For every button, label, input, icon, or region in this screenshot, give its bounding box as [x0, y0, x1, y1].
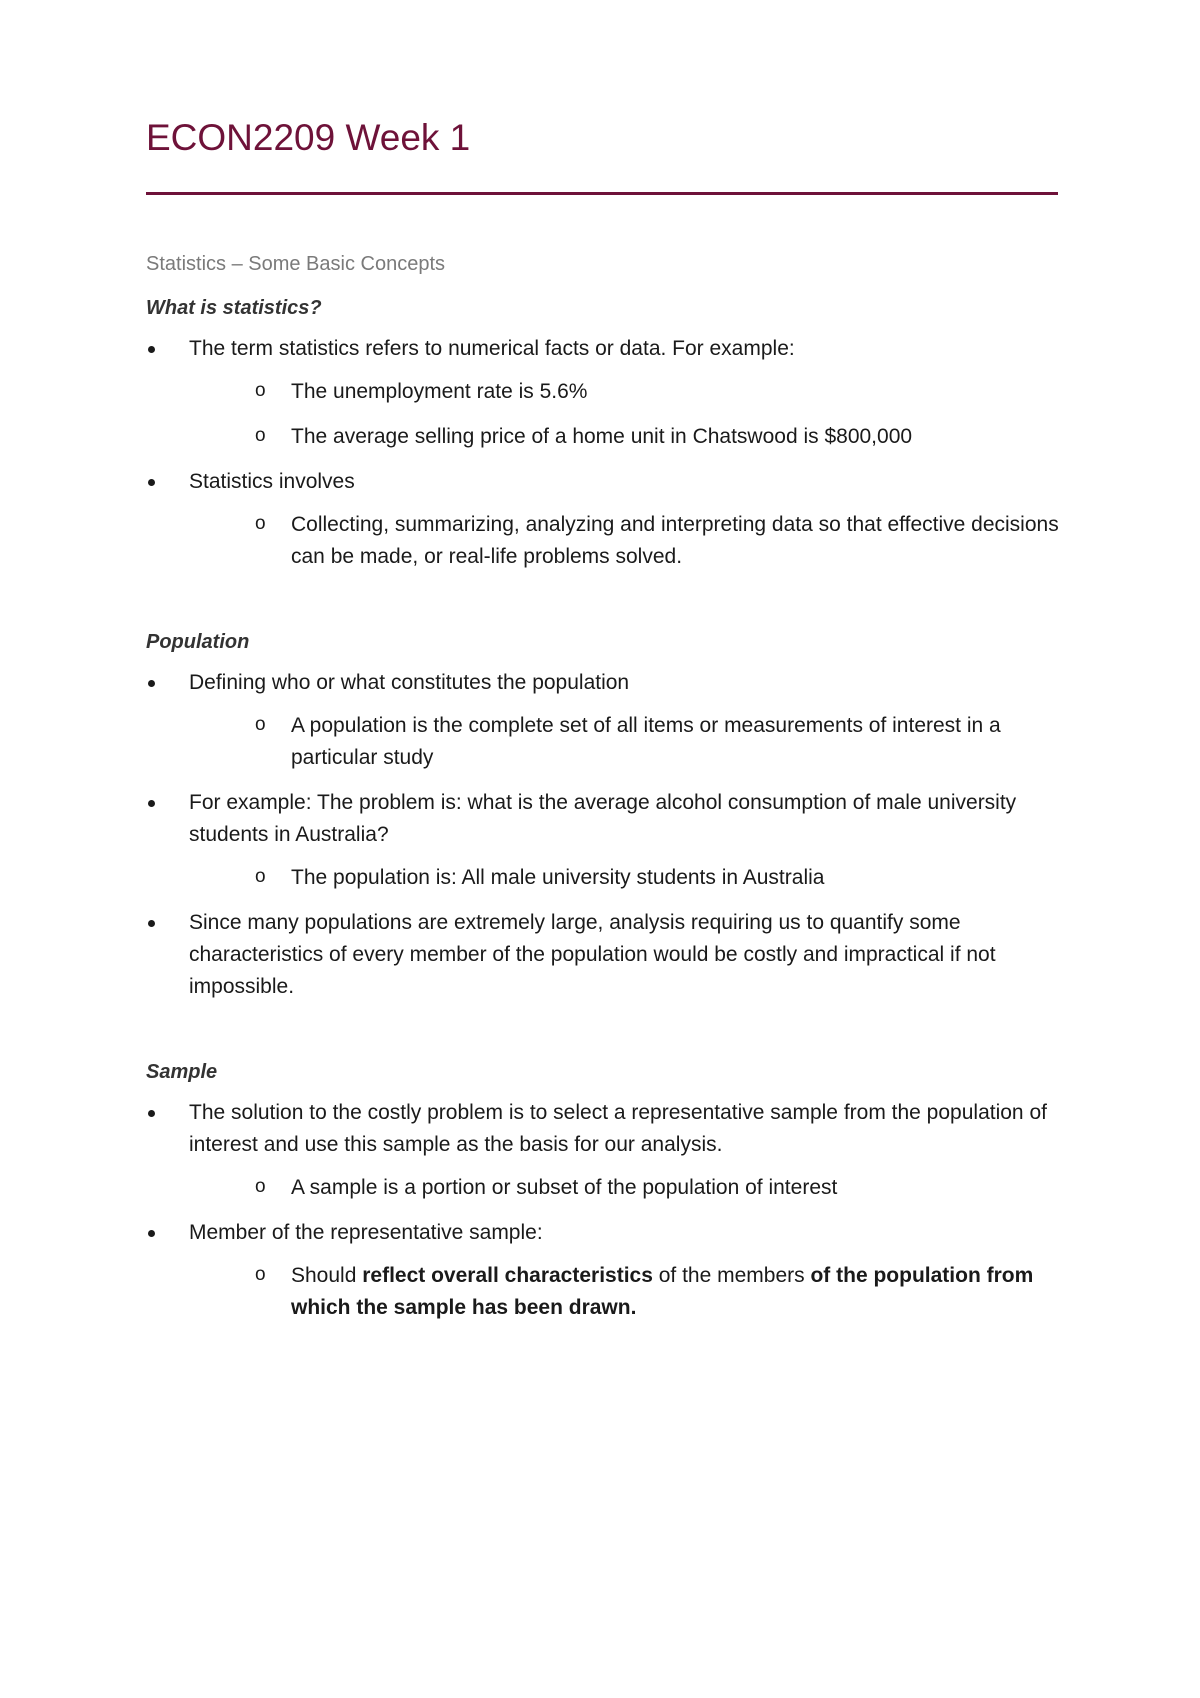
- heading-population: Population: [146, 631, 250, 653]
- sub-list-item: o The population is: All male university students in Australia: [146, 862, 1061, 894]
- sub-list-item: o A population is the complete set of all items or measurements of interest in a particular study: [146, 710, 1061, 774]
- list-item: The solution to the costly problem is to select a representative sample from the population of interest and use this sample as the basis for our analysis. o A sample is a portion or subset of the population of interest: [146, 1097, 1061, 1204]
- sub-list-item: o The average selling price of a home unit in Chatswood is $800,000: [146, 421, 1061, 453]
- title-underline: [146, 192, 1058, 195]
- heading-what-is-statistics: What is statistics?: [146, 297, 322, 319]
- document-body: [146, 248, 1061, 1337]
- heading-sample: Sample: [146, 1061, 218, 1083]
- bullet-list: [146, 1097, 1061, 1324]
- document-title: ECON2209 Week 1: [146, 117, 471, 158]
- sub-list-item: o The unemployment rate is 5.6%: [146, 376, 1061, 408]
- list-item: The term statistics refers to numerical facts or data. For example: o The unemployment rate is 5.6% o The average selling price of a home unit in Chatswood is $800,000: [146, 333, 1061, 453]
- sub-list-item: o A sample is a portion or subset of the population of interest: [146, 1172, 1061, 1204]
- section-subtitle: Statistics – Some Basic Concepts: [146, 253, 446, 275]
- list-item: Defining who or what constitutes the population o A population is the complete set of all items or measurements of interest in a particular study: [146, 667, 1061, 774]
- sub-list-item: o Should reflect overall characteristics of the members of the population from which the sample has been drawn.: [146, 1260, 1061, 1324]
- list-item: For example: The problem is: what is the average alcohol consumption of male university students in Australia? o The population is: All male university students in Australia: [146, 787, 1061, 894]
- list-item: Member of the representative sample: o Should reflect overall characteristics of the members of the population from which the sample has been drawn.: [146, 1217, 1061, 1324]
- list-item: Statistics involves o Collecting, summarizing, analyzing and interpreting data so that effective decisions can be made, or real-life problems solved.: [146, 466, 1061, 573]
- bullet-list: [146, 333, 1061, 573]
- sub-list-item: o Collecting, summarizing, analyzing and interpreting data so that effective decisions can be made, or real-life problems solved.: [146, 509, 1061, 573]
- bullet-list: [146, 667, 1061, 1003]
- list-item: Since many populations are extremely large, analysis requiring us to quantify some characteristics of every member of the population would be costly and impractical if not impossible.: [146, 907, 1061, 1003]
